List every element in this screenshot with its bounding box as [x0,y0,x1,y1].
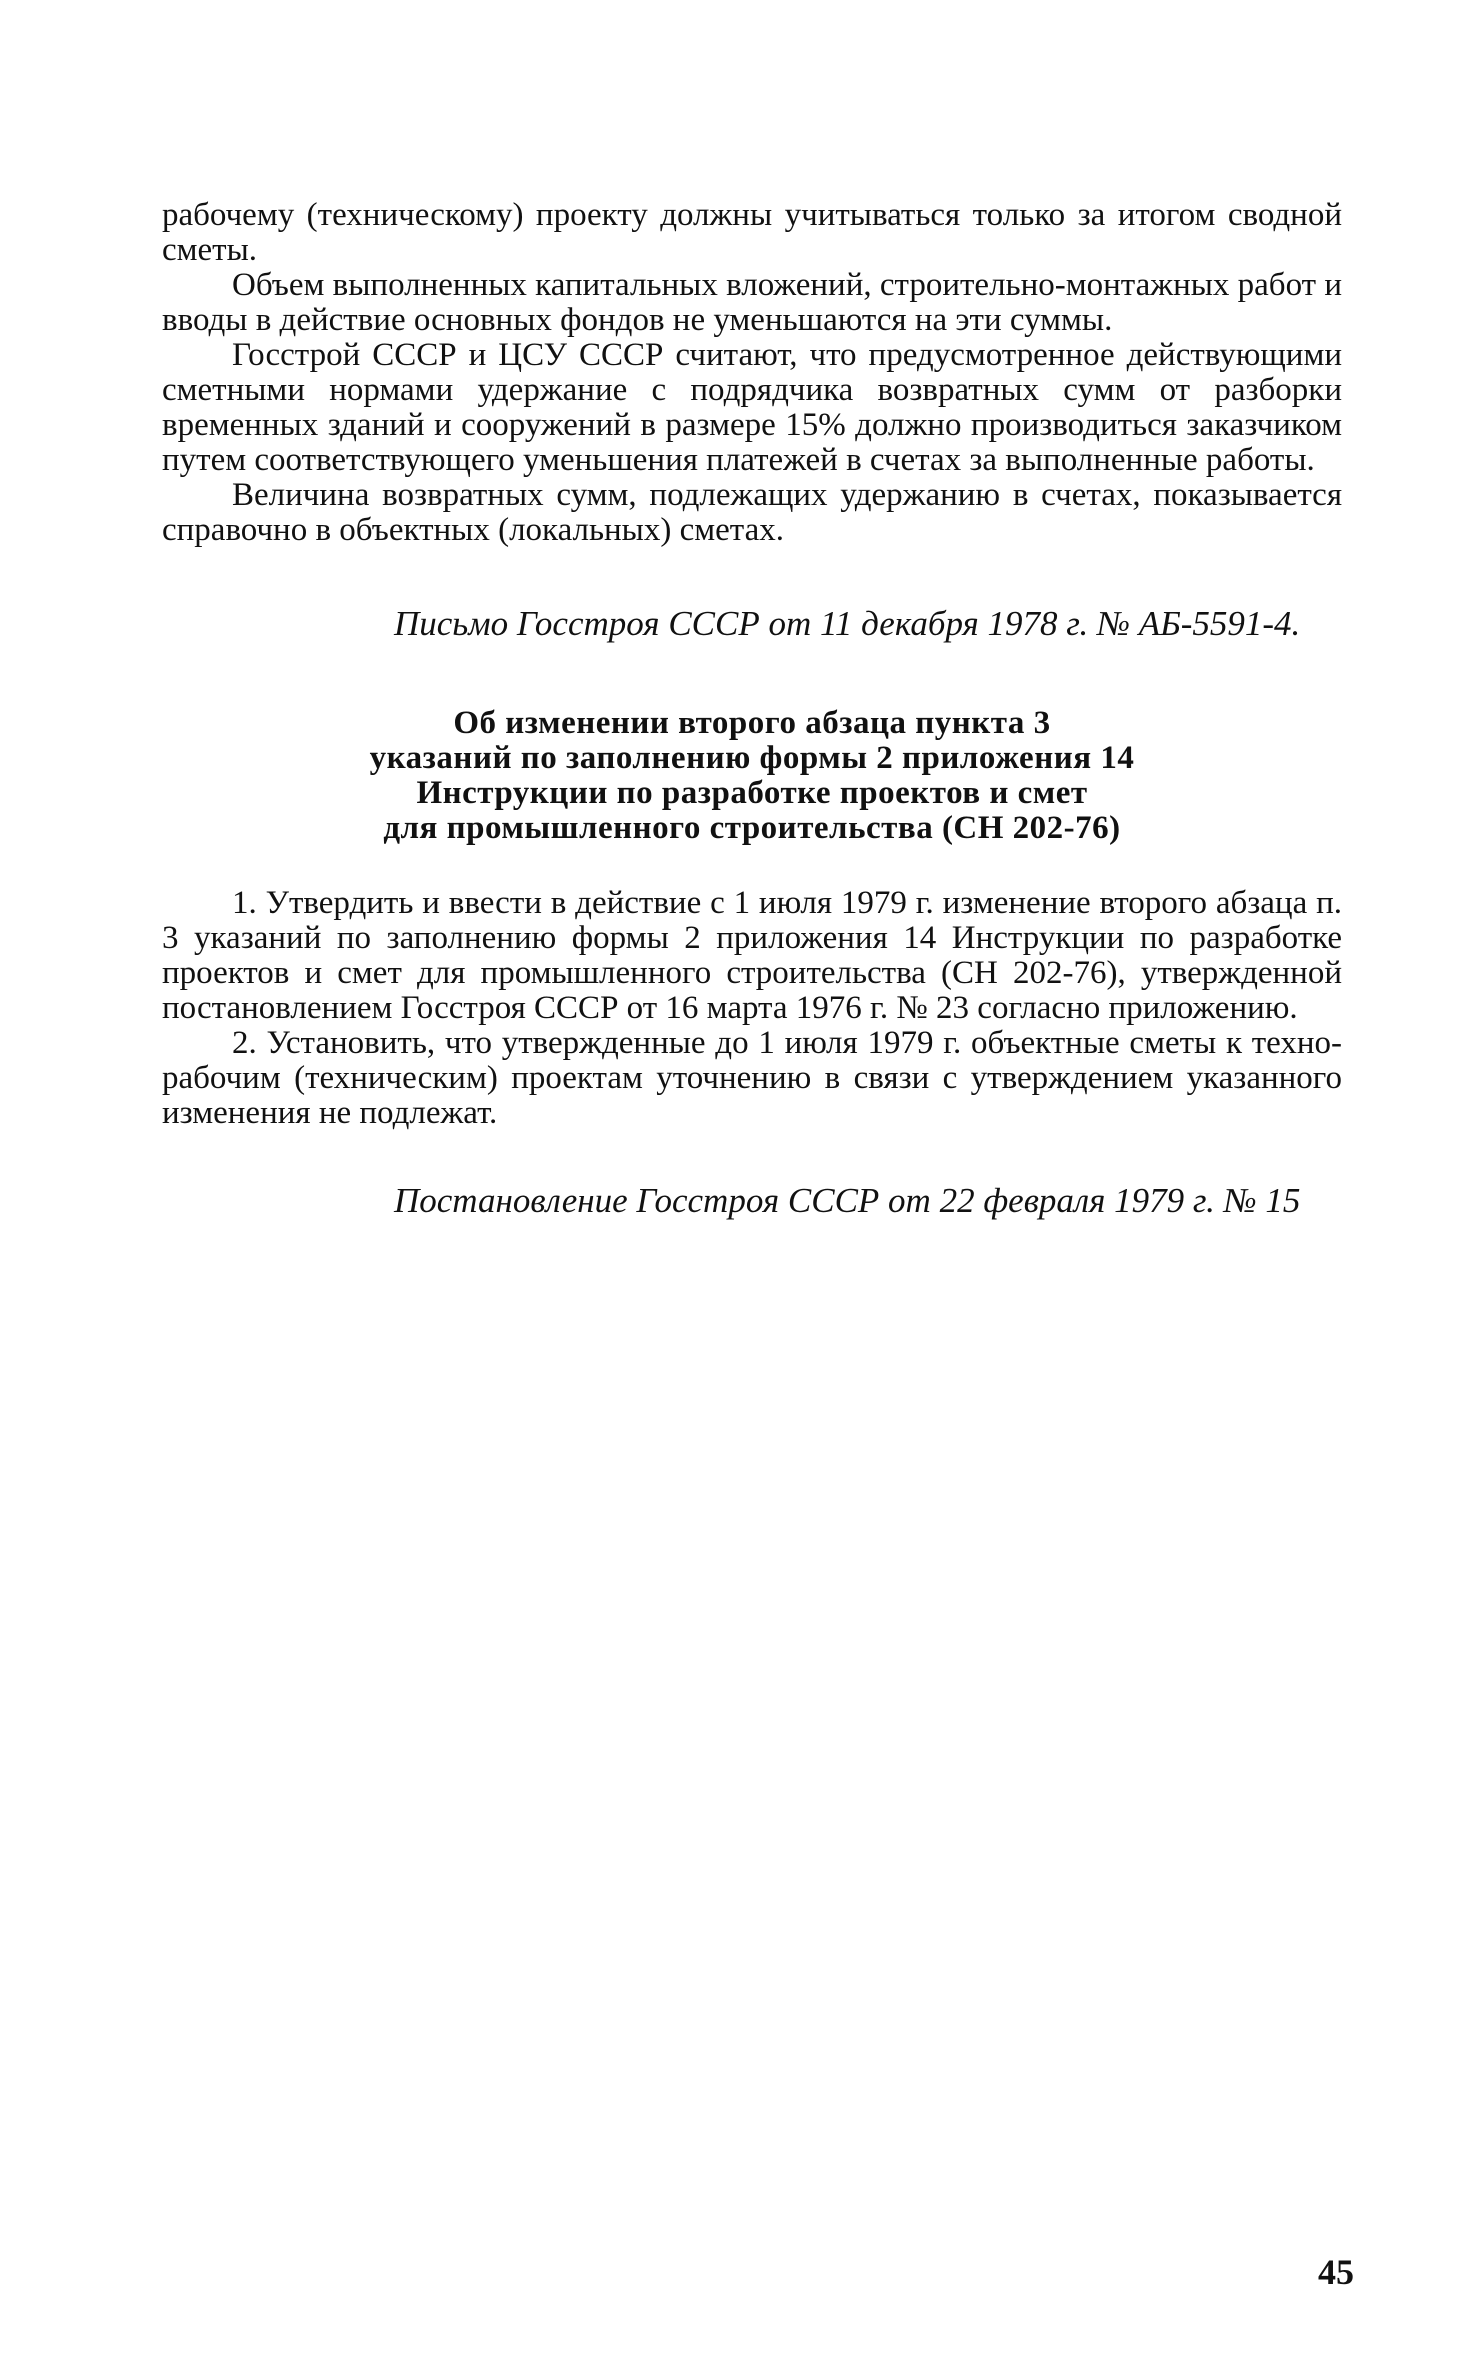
paragraph-capital-investments: Объем выполненных капитальных вложений, строительно-монтажных работ и вводы в действие основных фондов не уменьшаются на эти суммы. [162,267,1342,338]
paragraph-gosstroy-opinion: Госстрой СССР и ЦСУ СССР считают, что предусмотренное действующими сметными нормами удержание с подрядчика возвратных сумм от разборки временных зданий и сооружений в размере 15% должно производиться заказчиком путем соответствующего уменьшения платежей в счетах за выполненные работы. [162,337,1342,478]
section-heading [162,706,1342,846]
paragraph-continuation: рабочему (техническому) проекту должны учитываться только за итогом сводной сметы. [162,197,1342,268]
signature-resolution: Постановление Госстроя СССР от 22 февраля 1979 г. № 15 [394,1181,1301,1220]
resolution-items [162,886,1342,1131]
resolution-item-1: 1. Утвердить и ввести в действие с 1 июля 1979 г. изменение второго абзаца п. 3 указаний по заполнению формы 2 приложения 14 Инструкции по разработке проектов и смет для промышленного строительства (СН 202-76), утвержденной постановлением Госстроя СССР от 16 марта 1976 г. № 23 согласно приложению. [162,885,1342,1026]
signature-letter: Письмо Госстроя СССР от 11 декабря 1978 г. № АБ-5591-4. [394,604,1301,643]
heading-line-4: для промышленного строительства (СН 202-76) [383,810,1121,846]
page-number: 45 [1318,2252,1354,2292]
heading-line-3: Инструкции по разработке проектов и смет [416,775,1088,811]
heading-line-1: Об изменении второго абзаца пункта 3 [453,705,1051,741]
heading-line-2: указаний по заполнению формы 2 приложения 14 [369,740,1135,776]
paragraph-returnable-sums: Величина возвратных сумм, подлежащих удержанию в счетах, показывается справочно в объектных (локальных) сметах. [162,477,1342,548]
resolution-item-2: 2. Установить, что утвержденные до 1 июля 1979 г. объектные сметы к техно-рабочим (техническим) проектам уточнению в связи с утверждением указанного изменения не подлежат. [162,1025,1342,1131]
document-page [162,198,1342,1219]
